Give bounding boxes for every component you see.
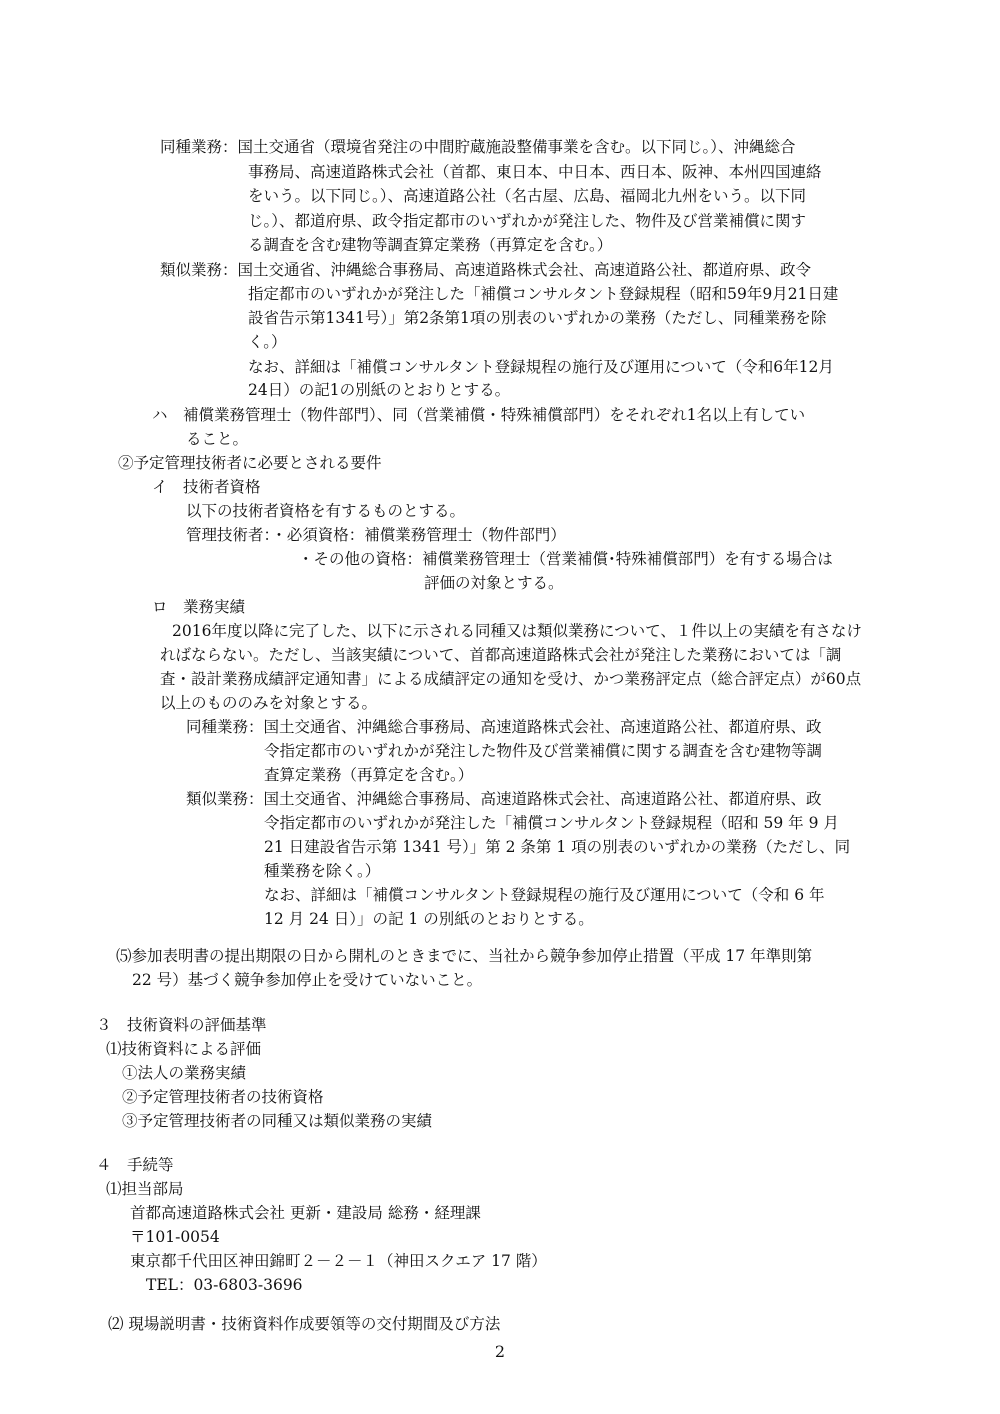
text-line: 査算定業務（再算定を含む｡） [264, 766, 474, 784]
text-line: 事務局、高速道路株式会社（首都、東日本、中日本、西日本、阪神、本州四国連絡 [248, 163, 822, 181]
text-line: 類似業務：国土交通省、沖縄総合事務局、高速道路株式会社、高速道路公社、都道府県、政令 [160, 261, 812, 279]
text-line: 12 月 24 日）」の記 1 の別紙のとおりとする。 [264, 910, 594, 928]
contact-line: 〒101-0054 [130, 1228, 220, 1246]
text-line: 類似業務：国土交通省、沖縄総合事務局、高速道路株式会社、高速道路公社、都道府県、政 [186, 790, 822, 808]
subsection-heading: ⑴担当部局 [106, 1180, 184, 1198]
contact-line: 首都高速道路株式会社 更新・建設局 総務・経理課 [130, 1204, 481, 1222]
list-item: ①法人の業務実績 [122, 1064, 247, 1082]
list-item: ②予定管理技術者の技術資格 [122, 1088, 324, 1106]
text-line: 同種業務：国土交通省（環境省発注の中間貯蔵施設整備事業を含む。以下同じ。）、沖縄総合 [160, 138, 796, 156]
text-line: 査・設計業務成績評定通知書」による成績評定の通知を受け、かつ業務評定点（総合評定点）が60点 [160, 670, 862, 688]
text-line: 令指定都市のいずれかが発注した物件及び営業補償に関する調査を含む建物等調 [264, 742, 823, 760]
text-line: なお、詳細は「補償コンサルタント登録規程の施行及び運用について（令和 6 年 [264, 886, 825, 904]
subsection-heading: ロ 業務実績 [152, 598, 246, 616]
text-line: 管理技術者：・必須資格：補償業務管理士（物件部門） [186, 526, 566, 544]
list-item: ③予定管理技術者の同種又は類似業務の実績 [122, 1112, 433, 1130]
text-line: ればならない。ただし、当該実績について、首都高速道路株式会社が発注した業務においては「調 [160, 646, 842, 664]
text-line: をいう。以下同じ。）、高速道路公社（名古屋、広島、福岡北九州をいう。以下同 [248, 187, 807, 205]
text-line: なお、詳細は「補償コンサルタント登録規程の施行及び運用について（令和6年12月 [248, 358, 834, 376]
text-line: 指定都市のいずれかが発注した「補償コンサルタント登録規程（昭和59年9月21日建 [248, 285, 839, 303]
text-line: 24日）の記1の別紙のとおりとする。 [248, 381, 511, 399]
text-line: ハ 補償業務管理士（物件部門）、同（営業補償・特殊補償部門）をそれぞれ1名以上有してい [152, 406, 806, 424]
text-line: ・その他の資格：補償業務管理士（営業補償･特殊補償部門）を有する場合は [298, 550, 833, 568]
text-line: 令指定都市のいずれかが発注した「補償コンサルタント登録規程（昭和 59 年 9 月 [264, 814, 839, 832]
text-line: 21 日建設省告示第 1341 号）」第 2 条第 1 項の別表のいずれかの業務（ただし、同 [264, 838, 851, 856]
text-line: 2016年度以降に完了した、以下に示される同種又は類似業務について、１件以上の実績を有さなけ [172, 622, 862, 640]
section-heading: ②予定管理技術者に必要とされる要件 [118, 454, 382, 472]
text-line: 同種業務：国土交通省、沖縄総合事務局、高速道路株式会社、高速道路公社、都道府県、政 [186, 718, 822, 736]
subsection-heading: ⑴技術資料による評価 [106, 1040, 262, 1058]
text-line: ⑸参加表明書の提出期限の日から開札のときまでに、当社から競争参加停止措置（平成 17 年準則第 [116, 947, 813, 965]
text-line: 評価の対象とする。 [424, 574, 564, 592]
text-line: 以下の技術者資格を有するものとする。 [186, 502, 466, 520]
page-number: 2 [494, 1342, 506, 1361]
subsection-heading: イ 技術者資格 [152, 478, 261, 496]
text-line: ること。 [186, 430, 249, 448]
text-line: く。） [248, 333, 287, 351]
subsection-heading: ⑵ 現場説明書・技術資料作成要領等の交付期間及び方法 [108, 1315, 501, 1333]
section-heading: ４ 手続等 [96, 1156, 174, 1174]
section-heading: ３ 技術資料の評価基準 [96, 1016, 267, 1034]
text-line: 以上のもののみを対象とする。 [160, 694, 378, 712]
text-line: る調査を含む建物等調査算定業務（再算定を含む。） [248, 236, 613, 254]
text-line: 22 号）基づく競争参加停止を受けていないこと。 [132, 971, 483, 989]
text-line: 種業務を除く｡） [264, 862, 381, 880]
contact-line: TEL：03-6803-3696 [146, 1276, 303, 1294]
text-line: 設省告示第1341号）」第2条第1項の別表のいずれかの業務（ただし、同種業務を除 [248, 309, 827, 327]
contact-line: 東京都千代田区神田錦町２－２－１（神田スクエア 17 階） [130, 1252, 547, 1270]
text-line: じ。）、都道府県、政令指定都市のいずれかが発注した、物件及び営業補償に関す [248, 212, 807, 230]
